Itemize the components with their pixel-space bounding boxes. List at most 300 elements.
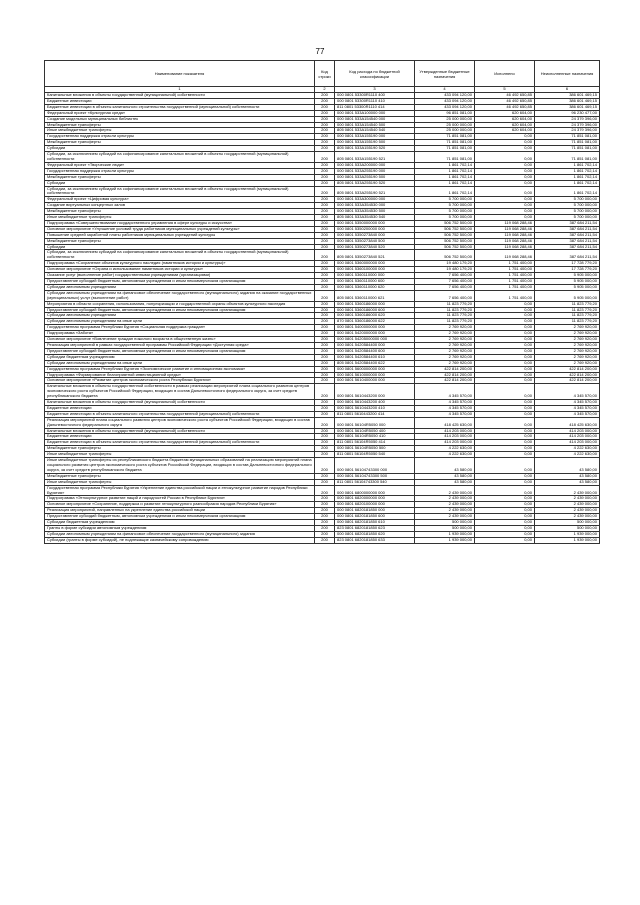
row-name: Межбюджетные трансферты bbox=[45, 209, 315, 215]
row-approved: 2 769 920,00 bbox=[415, 360, 475, 366]
row-name: Государственная программа Республики Бурятия «Укрепление единства российской нации и этнокультурное развитие народов Республики Бурятия» bbox=[45, 485, 315, 496]
row-line-code: 200 bbox=[315, 238, 335, 244]
column-header: Исполнено bbox=[475, 61, 535, 87]
row-approved: 2 769 920,00 bbox=[415, 337, 475, 343]
row-unexecuted: 71 851 081,00 bbox=[535, 146, 600, 152]
row-approved: 11 823 779,20 bbox=[415, 307, 475, 313]
row-unexecuted: 386 601 469,15 bbox=[535, 104, 600, 110]
row-executed: 0,00 bbox=[475, 152, 535, 163]
row-line-code: 200 bbox=[315, 220, 335, 226]
row-approved: 506 752 500,00 bbox=[415, 220, 475, 226]
row-approved: 43 580,00 bbox=[415, 479, 475, 485]
row-line-code: 200 bbox=[315, 152, 335, 163]
row-budget-code: 000 0801 5610443200 400 bbox=[335, 400, 415, 406]
row-budget-code: 000 0801 533A300000 000 bbox=[335, 197, 415, 203]
row-unexecuted: 386 601 469,15 bbox=[535, 98, 600, 104]
row-budget-code: 000 0801 6820181850 620 bbox=[335, 531, 415, 537]
row-approved: 2 439 000,00 bbox=[415, 502, 475, 508]
row-name: Субсидии автономным учреждениям на иные цели bbox=[45, 360, 315, 366]
row-name: Основное мероприятие «Развитие центров экономического роста Республики Бурятия» bbox=[45, 378, 315, 384]
row-budget-code: 823 0801 6820181850 633 bbox=[335, 537, 415, 543]
row-line-code: 200 bbox=[315, 366, 335, 372]
row-budget-code: 805 0801 533A154540 540 bbox=[335, 128, 415, 134]
row-unexecuted: 1 861 702,14 bbox=[535, 162, 600, 168]
row-budget-code: 805 0801 533A155190 521 bbox=[335, 152, 415, 163]
row-name: Бюджетные инвестиции в объекты капитального строительства государственной (муниципальной) собственности bbox=[45, 440, 315, 446]
table-row bbox=[45, 485, 600, 496]
row-executed: 0,00 bbox=[475, 168, 535, 174]
row-unexecuted: 1 939 000,00 bbox=[535, 537, 600, 543]
row-name: Бюджетные инвестиции в объекты капитального строительства государственной (муниципальной) собственности bbox=[45, 104, 315, 110]
row-approved: 2 769 920,00 bbox=[415, 348, 475, 354]
row-line-code: 200 bbox=[315, 331, 335, 337]
row-approved: 7 656 400,00 bbox=[415, 279, 475, 285]
row-line-code: 200 bbox=[315, 284, 335, 290]
row-line-code: 200 bbox=[315, 428, 335, 434]
row-executed: 0,00 bbox=[475, 342, 535, 348]
row-executed: 46 492 650,85 bbox=[475, 93, 535, 99]
row-budget-code: 000 0801 5610443200 410 bbox=[335, 405, 415, 411]
row-executed: 0,00 bbox=[475, 162, 535, 168]
budget-execution-table bbox=[44, 60, 600, 544]
row-unexecuted: 4 345 570,00 bbox=[535, 384, 600, 400]
row-budget-code: 000 0801 5360110000 620 bbox=[335, 284, 415, 290]
row-executed: 0,00 bbox=[475, 319, 535, 325]
row-unexecuted: 1 861 702,14 bbox=[535, 174, 600, 180]
row-approved: 414 203 000,00 bbox=[415, 428, 475, 434]
row-budget-code: 000 0801 56104R5050 400 bbox=[335, 428, 415, 434]
row-budget-code: 000 0801 6820181850 610 bbox=[335, 520, 415, 526]
row-executed: 0,00 bbox=[475, 417, 535, 428]
row-budget-code: 000 0801 533A354530 500 bbox=[335, 209, 415, 215]
row-budget-code: 000 0801 56104R5050 000 bbox=[335, 417, 415, 428]
row-line-code: 200 bbox=[315, 417, 335, 428]
row-executed: 0,00 bbox=[475, 458, 535, 474]
row-executed: 119 068 288,46 bbox=[475, 220, 535, 226]
row-approved: 7 656 400,00 bbox=[415, 273, 475, 279]
row-budget-code: 000 0801 5360110000 000 bbox=[335, 273, 415, 279]
row-unexecuted: 5 905 000,00 bbox=[535, 284, 600, 290]
row-line-code: 200 bbox=[315, 186, 335, 197]
row-budget-code: 811 0801 56104R5050 540 bbox=[335, 452, 415, 458]
row-line-code: 200 bbox=[315, 473, 335, 479]
row-budget-code: 805 0801 5350273840 521 bbox=[335, 250, 415, 261]
table-row bbox=[45, 104, 600, 110]
row-approved: 1 861 702,14 bbox=[415, 180, 475, 186]
row-budget-code: 811 0801 5610443200 414 bbox=[335, 411, 415, 417]
row-budget-code: 000 0801 56104743300 500 bbox=[335, 473, 415, 479]
table-row bbox=[45, 273, 600, 279]
row-approved: 4 345 570,00 bbox=[415, 411, 475, 417]
row-unexecuted: 11 823 779,20 bbox=[535, 313, 600, 319]
row-line-code: 200 bbox=[315, 446, 335, 452]
row-unexecuted: 2 439 000,00 bbox=[535, 508, 600, 514]
row-executed: 0,00 bbox=[475, 354, 535, 360]
row-unexecuted: 11 823 779,20 bbox=[535, 301, 600, 307]
table-row bbox=[45, 267, 600, 273]
row-budget-code: 000 0801 533A155190 500 bbox=[335, 140, 415, 146]
row-executed: 1 751 400,00 bbox=[475, 284, 535, 290]
row-executed: 0,00 bbox=[475, 496, 535, 502]
row-name: Иные межбюджетные трансферты bbox=[45, 452, 315, 458]
row-executed: 119 068 288,46 bbox=[475, 232, 535, 238]
row-budget-code: 000 0801 5420584400 610 bbox=[335, 354, 415, 360]
row-executed: 0,00 bbox=[475, 384, 535, 400]
row-executed: 0,00 bbox=[475, 440, 535, 446]
row-name: Подпрограмма «Сохранение объектов культурного наследия (памятников истории и культуры)» bbox=[45, 261, 315, 267]
row-budget-code: 000 0801 533A354530 000 bbox=[335, 203, 415, 209]
row-approved: 433 094 120,00 bbox=[415, 104, 475, 110]
row-unexecuted: 71 851 081,00 bbox=[535, 152, 600, 163]
row-line-code: 200 bbox=[315, 452, 335, 458]
row-budget-code: 000 0801 56104R5050 500 bbox=[335, 446, 415, 452]
row-line-code: 200 bbox=[315, 354, 335, 360]
row-executed: 46 492 650,85 bbox=[475, 104, 535, 110]
table-row bbox=[45, 290, 600, 301]
row-executed: 46 492 650,85 bbox=[475, 98, 535, 104]
row-unexecuted: 5 905 000,00 bbox=[535, 279, 600, 285]
row-approved: 71 851 081,00 bbox=[415, 140, 475, 146]
row-line-code: 200 bbox=[315, 360, 335, 366]
row-name: Предоставление субсидий бюджетным, автономным учреждениям и иным некоммерческим организациям bbox=[45, 348, 315, 354]
row-unexecuted: 2 769 920,00 bbox=[535, 331, 600, 337]
row-line-code: 200 bbox=[315, 325, 335, 331]
row-unexecuted: 422 814 200,00 bbox=[535, 372, 600, 378]
row-budget-code: 000 0801 5420584400 600 bbox=[335, 348, 415, 354]
row-approved: 414 203 000,00 bbox=[415, 434, 475, 440]
row-name: Государственная поддержка отрасли культуры bbox=[45, 134, 315, 140]
row-executed: 620 604,00 bbox=[475, 122, 535, 128]
row-approved: 25 000 000,00 bbox=[415, 122, 475, 128]
row-budget-code: 000 0801 5400000000 000 bbox=[335, 325, 415, 331]
row-line-code: 200 bbox=[315, 98, 335, 104]
row-name: Иные межбюджетные трансферты bbox=[45, 215, 315, 221]
row-unexecuted: 2 439 000,00 bbox=[535, 485, 600, 496]
row-unexecuted: 4 345 570,00 bbox=[535, 400, 600, 406]
row-approved: 2 769 920,00 bbox=[415, 325, 475, 331]
row-line-code: 200 bbox=[315, 140, 335, 146]
row-line-code: 200 bbox=[315, 337, 335, 343]
row-unexecuted: 2 769 920,00 bbox=[535, 360, 600, 366]
row-approved: 5 700 000,00 bbox=[415, 209, 475, 215]
row-executed: 0,00 bbox=[475, 360, 535, 366]
row-name: Бюджетные инвестиции в объекты капитального строительства государственной (муниципальной) собственности bbox=[45, 411, 315, 417]
row-budget-code: 811 0801 53300R1110 414 bbox=[335, 104, 415, 110]
row-budget-code: 000 0801 5610400000 000 bbox=[335, 378, 415, 384]
row-executed: 0,00 bbox=[475, 180, 535, 186]
row-line-code: 200 bbox=[315, 537, 335, 543]
row-name: Субсидии bbox=[45, 146, 315, 152]
row-executed: 0,00 bbox=[475, 174, 535, 180]
row-line-code: 200 bbox=[315, 307, 335, 313]
row-line-code: 200 bbox=[315, 372, 335, 378]
row-executed: 0,00 bbox=[475, 366, 535, 372]
row-unexecuted: 2 439 000,00 bbox=[535, 502, 600, 508]
row-line-code: 200 bbox=[315, 244, 335, 250]
row-name: Основное мероприятие «Охрана и использование памятников истории и культуры» bbox=[45, 267, 315, 273]
column-header: Код строки bbox=[315, 61, 335, 87]
row-line-code: 200 bbox=[315, 128, 335, 134]
row-executed: 0,00 bbox=[475, 348, 535, 354]
row-approved: 71 851 081,00 bbox=[415, 134, 475, 140]
row-budget-code: 000 0801 5610000000 000 bbox=[335, 372, 415, 378]
row-name: Предоставление субсидий бюджетным, автономным учреждениям и иным некоммерческим организациям bbox=[45, 279, 315, 285]
column-header: Код расхода по бюджетной классификации bbox=[335, 61, 415, 87]
row-executed: 119 068 288,46 bbox=[475, 238, 535, 244]
row-unexecuted: 422 814 200,00 bbox=[535, 366, 600, 372]
row-executed: 0,00 bbox=[475, 508, 535, 514]
row-approved: 506 752 500,00 bbox=[415, 250, 475, 261]
row-unexecuted: 24 379 396,00 bbox=[535, 116, 600, 122]
row-line-code: 200 bbox=[315, 197, 335, 203]
row-budget-code: 000 0801 533A255190 000 bbox=[335, 168, 415, 174]
row-budget-code: 000 0801 5360000000 000 bbox=[335, 261, 415, 267]
row-unexecuted: 2 769 920,00 bbox=[535, 342, 600, 348]
row-executed: 0,00 bbox=[475, 525, 535, 531]
row-unexecuted: 387 684 211,54 bbox=[535, 250, 600, 261]
row-budget-code: 000 0801 5360186000 600 bbox=[335, 307, 415, 313]
row-line-code: 200 bbox=[315, 434, 335, 440]
row-line-code: 200 bbox=[315, 301, 335, 307]
row-name: Повышение средней заработной платы работников муниципальных учреждений культуры bbox=[45, 232, 315, 238]
row-unexecuted: 96 230 477,00 bbox=[535, 110, 600, 116]
row-approved: 1 861 702,14 bbox=[415, 174, 475, 180]
row-budget-code: 811 0801 56104743300 540 bbox=[335, 479, 415, 485]
column-number: 6 bbox=[535, 87, 600, 93]
row-name: Подпрограмма «Забота» bbox=[45, 331, 315, 337]
row-name: Межбюджетные трансферты bbox=[45, 446, 315, 452]
row-approved: 418 425 630,00 bbox=[415, 417, 475, 428]
row-unexecuted: 24 379 396,00 bbox=[535, 122, 600, 128]
row-executed: 0,00 bbox=[475, 325, 535, 331]
row-line-code: 200 bbox=[315, 348, 335, 354]
row-approved: 7 656 400,00 bbox=[415, 290, 475, 301]
row-budget-code: 823 0801 6820181850 623 bbox=[335, 525, 415, 531]
row-name: Субсидии автономным учреждениям bbox=[45, 284, 315, 290]
row-name: Подпрограмма «Совершенствование государственного управления в сфере культуры и искусства» bbox=[45, 220, 315, 226]
row-line-code: 200 bbox=[315, 104, 335, 110]
row-executed: 0,00 bbox=[475, 479, 535, 485]
row-unexecuted: 2 439 000,00 bbox=[535, 496, 600, 502]
row-name: Межбюджетные трансферты bbox=[45, 174, 315, 180]
row-unexecuted: 500 000,00 bbox=[535, 525, 600, 531]
row-unexecuted: 17 728 779,20 bbox=[535, 267, 600, 273]
row-executed: 0,00 bbox=[475, 400, 535, 406]
row-line-code: 200 bbox=[315, 508, 335, 514]
row-name: Субсидии бюджетным учреждениям bbox=[45, 520, 315, 526]
row-name: Иные межбюджетные трансферты bbox=[45, 128, 315, 134]
table-header bbox=[45, 61, 600, 87]
row-budget-code: 000 0801 6820181850 600 bbox=[335, 514, 415, 520]
row-unexecuted: 387 684 211,54 bbox=[535, 238, 600, 244]
row-unexecuted: 11 823 779,20 bbox=[535, 319, 600, 325]
row-name: Межбюджетные трансферты bbox=[45, 238, 315, 244]
row-approved: 433 094 120,00 bbox=[415, 93, 475, 99]
row-budget-code: 870 0801 5360186000 622 bbox=[335, 319, 415, 325]
row-budget-code: 000 0801 533A200000 000 bbox=[335, 162, 415, 168]
row-budget-code: 000 0801 5350273840 000 bbox=[335, 232, 415, 238]
row-name: Реализация мероприятий плана социального развития центров экономического роста субъектов Российской Федерации, входящих в состав Дальневосточного федерального округа bbox=[45, 417, 315, 428]
row-unexecuted: 24 379 396,00 bbox=[535, 128, 600, 134]
table-row bbox=[45, 458, 600, 474]
row-unexecuted: 1 861 702,14 bbox=[535, 186, 600, 197]
row-name: Предоставление субсидий бюджетным, автономным учреждениям и иным некоммерческим организациям bbox=[45, 307, 315, 313]
row-budget-code: 000 0801 54205000000 000 bbox=[335, 337, 415, 343]
row-approved: 506 752 500,00 bbox=[415, 244, 475, 250]
row-approved: 5 700 000,00 bbox=[415, 203, 475, 209]
table-row bbox=[45, 537, 600, 543]
row-line-code: 200 bbox=[315, 496, 335, 502]
row-unexecuted: 43 580,00 bbox=[535, 473, 600, 479]
row-name: Иные межбюджетные трансферты из республиканского бюджета бюджетам муниципальных образований на реализацию мероприятий плана социального развития центров экономического роста субъектов Российской Федерации, входящих в состав Дальневосточного федерального округа, за счет средств республиканского бюджета bbox=[45, 458, 315, 474]
row-line-code: 200 bbox=[315, 232, 335, 238]
row-executed: 1 751 400,00 bbox=[475, 290, 535, 301]
row-unexecuted: 71 851 081,00 bbox=[535, 134, 600, 140]
row-executed: 0,00 bbox=[475, 446, 535, 452]
row-approved: 2 769 920,00 bbox=[415, 331, 475, 337]
row-unexecuted: 4 345 570,00 bbox=[535, 405, 600, 411]
row-line-code: 200 bbox=[315, 400, 335, 406]
row-approved: 506 752 500,00 bbox=[415, 232, 475, 238]
row-unexecuted: 2 769 920,00 bbox=[535, 354, 600, 360]
row-name: Оказание услуг (выполнение работ) государственными учреждениями (организациями) bbox=[45, 273, 315, 279]
row-executed: 620 604,00 bbox=[475, 128, 535, 134]
row-name: Основное мероприятие «Улучшение условий труда работников муниципальных учреждений культуры» bbox=[45, 226, 315, 232]
table-row bbox=[45, 186, 600, 197]
row-executed: 119 068 288,46 bbox=[475, 250, 535, 261]
row-unexecuted: 2 769 920,00 bbox=[535, 337, 600, 343]
row-budget-code: 000 0801 5350200000 000 bbox=[335, 226, 415, 232]
row-approved: 25 000 000,00 bbox=[415, 116, 475, 122]
row-line-code: 200 bbox=[315, 514, 335, 520]
row-unexecuted: 387 684 211,54 bbox=[535, 232, 600, 238]
row-approved: 4 345 570,00 bbox=[415, 405, 475, 411]
row-unexecuted: 43 580,00 bbox=[535, 479, 600, 485]
row-unexecuted: 414 203 000,00 bbox=[535, 440, 600, 446]
row-approved: 4 222 630,00 bbox=[415, 452, 475, 458]
row-unexecuted: 1 861 702,14 bbox=[535, 180, 600, 186]
row-executed: 0,00 bbox=[475, 502, 535, 508]
row-name: Создание виртуальных концертных залов bbox=[45, 203, 315, 209]
row-budget-code: 000 0801 56104R5050 410 bbox=[335, 434, 415, 440]
row-name: Капитальные вложения в объекты государственной собственности в рамках реализации мероприятий плана социального развития центров экономического роста субъектов Российской Федерации, входящих в состав Дальневосточного федерального округа, за счет средств республиканского бюджета bbox=[45, 384, 315, 400]
row-budget-code: 811 0801 56104R5050 414 bbox=[335, 440, 415, 446]
row-unexecuted: 5 905 000,00 bbox=[535, 290, 600, 301]
row-approved: 1 861 702,14 bbox=[415, 162, 475, 168]
row-executed: 0,00 bbox=[475, 134, 535, 140]
column-header: Неисполненные назначения bbox=[535, 61, 600, 87]
row-approved: 1 861 702,14 bbox=[415, 168, 475, 174]
row-unexecuted: 386 601 469,15 bbox=[535, 93, 600, 99]
row-line-code: 200 bbox=[315, 134, 335, 140]
row-line-code: 200 bbox=[315, 174, 335, 180]
row-name: Капитальные вложения в объекты государственной (муниципальной) собственности bbox=[45, 428, 315, 434]
row-name: Иные межбюджетные трансферты bbox=[45, 479, 315, 485]
row-line-code: 200 bbox=[315, 215, 335, 221]
row-budget-code: 000 0801 5610443200 000 bbox=[335, 384, 415, 400]
row-unexecuted: 387 684 211,54 bbox=[535, 226, 600, 232]
row-name: Субсидии bbox=[45, 244, 315, 250]
row-unexecuted: 1 939 000,00 bbox=[535, 531, 600, 537]
row-name: Государственная программа Республики Бурятия «Экономическое развитие и инновационная экономика» bbox=[45, 366, 315, 372]
row-executed: 0,00 bbox=[475, 331, 535, 337]
row-approved: 43 580,00 bbox=[415, 473, 475, 479]
row-executed: 1 751 400,00 bbox=[475, 273, 535, 279]
row-name: Субсидии автономным учреждениям bbox=[45, 313, 315, 319]
row-name: Субсидии автономным учреждениям на финансовое обеспечение государственного (муниципального) задания bbox=[45, 531, 315, 537]
row-name: Капитальные вложения в объекты государственной (муниципальной) собственности bbox=[45, 400, 315, 406]
row-name: Реализация мероприятий, направленных на укрепление единства российской нации bbox=[45, 508, 315, 514]
row-line-code: 200 bbox=[315, 384, 335, 400]
row-approved: 5 700 000,00 bbox=[415, 215, 475, 221]
row-executed: 0,00 bbox=[475, 197, 535, 203]
row-line-code: 200 bbox=[315, 93, 335, 99]
row-name: Капитальные вложения в объекты государственной (муниципальной) собственности bbox=[45, 93, 315, 99]
row-name: Межбюджетные трансферты bbox=[45, 473, 315, 479]
row-executed: 0,00 bbox=[475, 485, 535, 496]
row-unexecuted: 17 728 779,20 bbox=[535, 261, 600, 267]
row-budget-code: 000 0801 6820100000 000 bbox=[335, 502, 415, 508]
row-budget-code: 805 0801 533A354530 540 bbox=[335, 215, 415, 221]
table-row bbox=[45, 220, 600, 226]
row-name: Государственная поддержка отрасли культуры bbox=[45, 168, 315, 174]
row-executed: 0,00 bbox=[475, 186, 535, 197]
row-executed: 1 751 400,00 bbox=[475, 279, 535, 285]
row-unexecuted: 1 861 702,14 bbox=[535, 168, 600, 174]
row-budget-code: 000 0801 533A155190 000 bbox=[335, 134, 415, 140]
row-budget-code: 000 0801 533A154540 000 bbox=[335, 116, 415, 122]
row-line-code: 200 bbox=[315, 267, 335, 273]
row-approved: 2 439 000,00 bbox=[415, 496, 475, 502]
row-approved: 71 851 081,00 bbox=[415, 152, 475, 163]
row-name: Создание модельных муниципальных библиотек bbox=[45, 116, 315, 122]
row-line-code: 200 bbox=[315, 273, 335, 279]
row-approved: 2 769 920,00 bbox=[415, 342, 475, 348]
row-name: Подпрограмма «Формирование благоприятной инвестиционной среды» bbox=[45, 372, 315, 378]
row-line-code: 200 bbox=[315, 146, 335, 152]
row-executed: 0,00 bbox=[475, 215, 535, 221]
row-budget-code: 000 0801 533A100000 000 bbox=[335, 110, 415, 116]
row-name: Федеральный проект «Творческие люди» bbox=[45, 162, 315, 168]
row-unexecuted: 4 222 630,00 bbox=[535, 446, 600, 452]
row-unexecuted: 414 203 000,00 bbox=[535, 428, 600, 434]
row-unexecuted: 5 700 000,00 bbox=[535, 209, 600, 215]
row-executed: 0,00 bbox=[475, 531, 535, 537]
row-name: Субсидии автономным учреждениям на иные цели bbox=[45, 319, 315, 325]
row-unexecuted: 422 814 200,00 bbox=[535, 378, 600, 384]
row-budget-code: 000 0801 5360186000 620 bbox=[335, 313, 415, 319]
row-line-code: 200 bbox=[315, 168, 335, 174]
row-budget-code: 000 0801 56104743300 000 bbox=[335, 458, 415, 474]
row-approved: 422 814 200,00 bbox=[415, 378, 475, 384]
row-approved: 1 939 000,00 bbox=[415, 531, 475, 537]
row-approved: 2 769 920,00 bbox=[415, 354, 475, 360]
row-line-code: 200 bbox=[315, 342, 335, 348]
row-executed: 0,00 bbox=[475, 520, 535, 526]
row-executed: 0,00 bbox=[475, 411, 535, 417]
row-unexecuted: 5 700 000,00 bbox=[535, 215, 600, 221]
row-executed: 0,00 bbox=[475, 434, 535, 440]
row-budget-code: 000 0801 5420000000 000 bbox=[335, 331, 415, 337]
row-budget-code: 000 0801 5350273840 520 bbox=[335, 244, 415, 250]
row-budget-code: 000 0801 5600000000 000 bbox=[335, 366, 415, 372]
row-approved: 422 814 200,00 bbox=[415, 372, 475, 378]
row-line-code: 200 bbox=[315, 180, 335, 186]
row-executed: 0,00 bbox=[475, 405, 535, 411]
row-executed: 0,00 bbox=[475, 203, 535, 209]
row-budget-code: 000 0801 53300R1110 400 bbox=[335, 93, 415, 99]
row-executed: 0,00 bbox=[475, 313, 535, 319]
